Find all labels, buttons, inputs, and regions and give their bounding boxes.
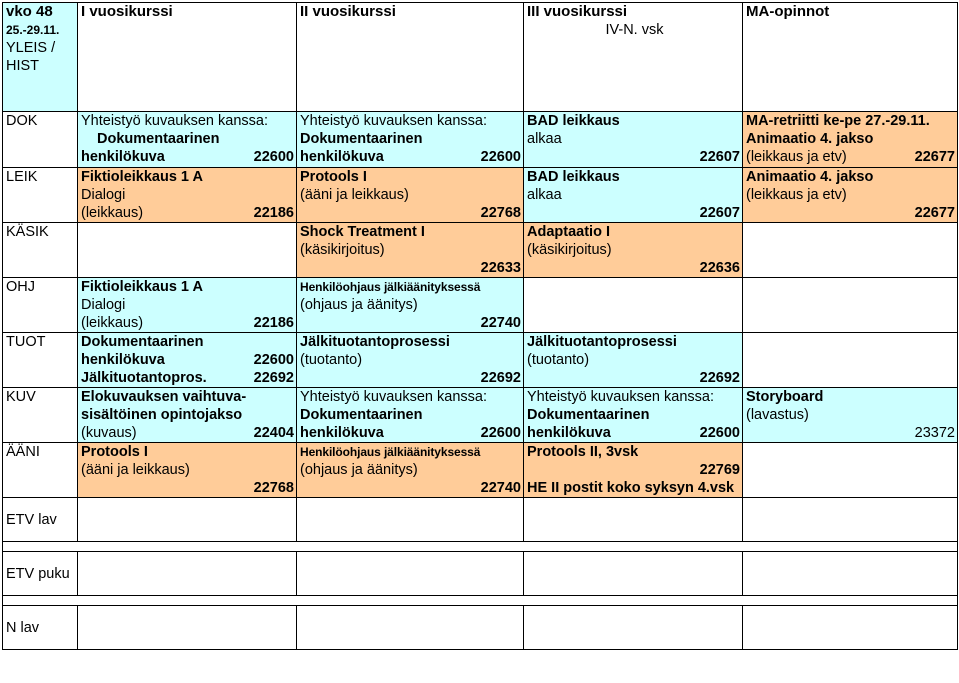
leik-ma: Animaatio 4. jakso (leikkaus ja etv) 22677 [743, 168, 958, 223]
spacer-row [3, 542, 958, 552]
row-etvlav [3, 498, 958, 542]
ohj-y1: Fiktioleikkaus 1 A Dialogi (leikkaus) 22186 [78, 278, 297, 333]
course-code: 22600 [253, 149, 294, 165]
year1-header: I vuosikurssi [78, 3, 297, 112]
row-dok [3, 112, 958, 168]
course-code: 22600 [480, 425, 521, 441]
course-code: 22677 [914, 149, 955, 165]
ohj-y3 [524, 278, 743, 333]
spacer-row [3, 596, 958, 606]
ma-header: MA-opinnot [743, 3, 958, 112]
row-label: KUV [3, 388, 78, 443]
course-code: 22607 [699, 205, 740, 221]
leik-y1: Fiktioleikkaus 1 A Dialogi (leikkaus) 22186 [78, 168, 297, 223]
header-row [3, 3, 958, 112]
course-code: 22692 [480, 370, 521, 386]
course-code: 22600 [253, 352, 294, 368]
row-label: KÄSIK [3, 223, 78, 278]
aani-y1: Protools I (ääni ja leikkaus) 22768 [78, 443, 297, 498]
kuv-y1: Elokuvauksen vaihtuva- sisältöinen opintojakso (kuvaus) 22404 [78, 388, 297, 443]
course-code: 22677 [914, 205, 955, 221]
ohj-y2: Henkilöohjaus jälkiäänityksessä (ohjaus ja äänitys) 22740 [297, 278, 524, 333]
course-code: 22600 [699, 425, 740, 441]
course-code: 22600 [480, 149, 521, 165]
row-label: ÄÄNI [3, 443, 78, 498]
tuot-ma [743, 333, 958, 388]
course-code: 22740 [480, 315, 521, 331]
course-code: 22633 [480, 260, 521, 276]
dok-y3: BAD leikkaus alkaa 22607 [524, 112, 743, 168]
tuot-y2: Jälkituotantoprosessi (tuotanto) 22692 [297, 333, 524, 388]
row-kuv [3, 388, 958, 443]
row-tuot [3, 333, 958, 388]
leik-y3: BAD leikkaus alkaa 22607 [524, 168, 743, 223]
course-code: 22769 [699, 462, 740, 478]
dok-ma: MA-retriitti ke-pe 27.-29.11. Animaatio 4. jakso (leikkaus ja etv) 22677 [743, 112, 958, 168]
course-code: 22186 [253, 315, 294, 331]
course-code: 22740 [480, 480, 521, 496]
week-label: vko 48 [6, 3, 53, 20]
course-code: 22692 [253, 370, 294, 386]
note-he2: HE II postit koko syksyn 4.vsk [527, 480, 735, 496]
kasik-y1 [78, 223, 297, 278]
dok-y1: Yhteistyö kuvauksen kanssa: Dokumentaarinen henkilökuva 22600 [78, 112, 297, 168]
schedule-table [2, 2, 958, 650]
aani-ma [743, 443, 958, 498]
week-dates: 25.-29.11. [6, 23, 60, 37]
week-cell [3, 3, 78, 112]
row-label: DOK [3, 112, 78, 168]
row-etvpuku [3, 552, 958, 596]
course-code: 23372 [914, 425, 955, 441]
row-nlav [3, 606, 958, 650]
kuv-y3: Yhteistyö kuvauksen kanssa: Dokumentaarinen henkilökuva 22600 [524, 388, 743, 443]
year3-header: III vuosikurssi IV-N. vsk [524, 3, 743, 112]
row-label: N lav [3, 606, 78, 650]
kuv-y2: Yhteistyö kuvauksen kanssa: Dokumentaarinen henkilökuva 22600 [297, 388, 524, 443]
kasik-y3: Adaptaatio I (käsikirjoitus) 22636 [524, 223, 743, 278]
course-code: 22692 [699, 370, 740, 386]
row-label: OHJ [3, 278, 78, 333]
row-leik [3, 168, 958, 223]
dok-y2: Yhteistyö kuvauksen kanssa: Dokumentaarinen henkilökuva 22600 [297, 112, 524, 168]
row-ohj [3, 278, 958, 333]
course-code: 22404 [253, 425, 294, 441]
yleis-label: YLEIS / [6, 40, 56, 56]
year2-header: II vuosikurssi [297, 3, 524, 112]
row-aani [3, 443, 958, 498]
row-label: ETV lav [3, 498, 78, 542]
kasik-y2: Shock Treatment I (käsikirjoitus) 22633 [297, 223, 524, 278]
tuot-y1: Dokumentaarinen henkilökuva 22600 Jälkituotantopros. 22692 [78, 333, 297, 388]
course-code: 22636 [699, 260, 740, 276]
aani-y3: Protools II, 3vsk 22769 HE II postit koko syksyn 4.vsk [524, 443, 743, 498]
hist-label: HIST [6, 58, 40, 74]
year3-sub: IV-N. vsk [605, 22, 664, 38]
course-code: 22768 [253, 480, 294, 496]
row-label: ETV puku [3, 552, 78, 596]
row-label: TUOT [3, 333, 78, 388]
row-kasik [3, 223, 958, 278]
aani-y2: Henkilöohjaus jälkiäänityksessä (ohjaus ja äänitys) 22740 [297, 443, 524, 498]
row-label: LEIK [3, 168, 78, 223]
course-code: 22768 [480, 205, 521, 221]
tuot-y3: Jälkituotantoprosessi (tuotanto) 22692 [524, 333, 743, 388]
course-code: 22607 [699, 149, 740, 165]
kasik-ma [743, 223, 958, 278]
course-code: 22186 [253, 205, 294, 221]
leik-y2: Protools I (ääni ja leikkaus) 22768 [297, 168, 524, 223]
ohj-ma [743, 278, 958, 333]
kuv-ma: Storyboard (lavastus) 23372 [743, 388, 958, 443]
